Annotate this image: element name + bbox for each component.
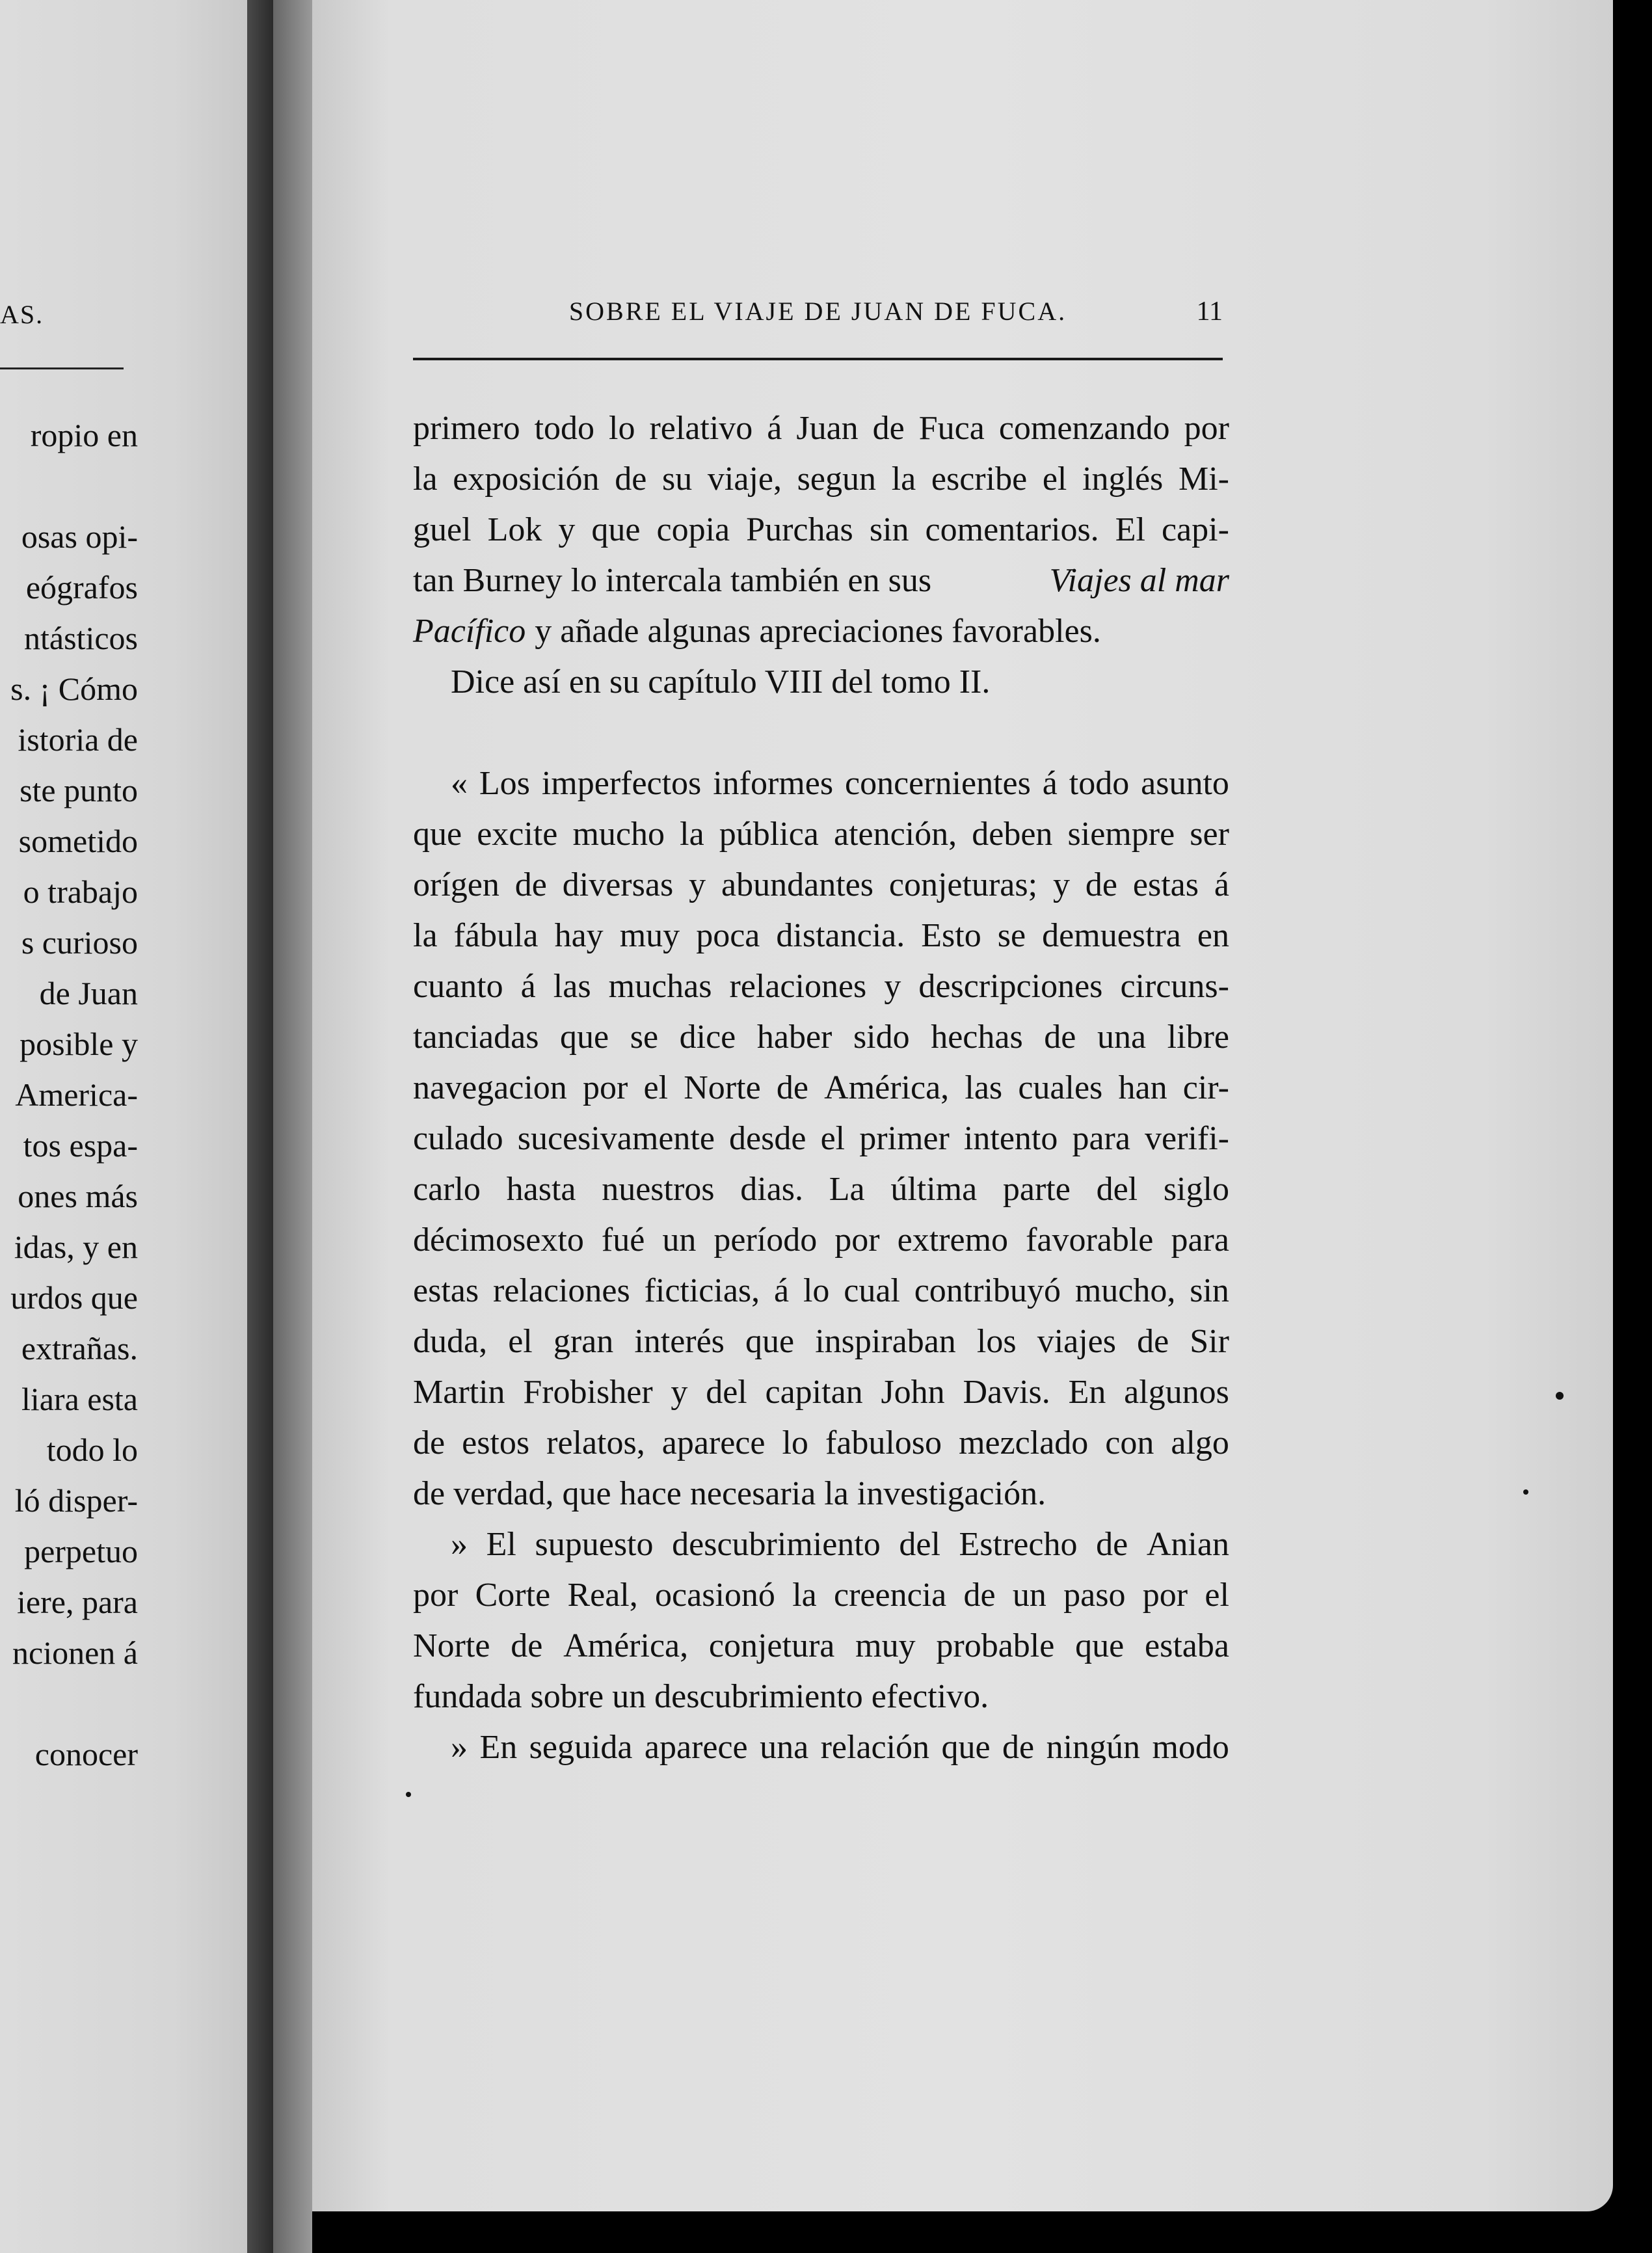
scan-speck — [1523, 1489, 1528, 1495]
text-line: » En seguida aparece una relación que de ningún modo — [451, 1729, 1229, 1766]
left-text-line: de Juan — [39, 975, 138, 1011]
text-line: estas relaciones ficticias, á lo cual contribuyó mucho, sin — [413, 1272, 1229, 1309]
left-text-line: extrañas. — [21, 1330, 138, 1366]
text-line: duda, el gran interés que inspiraban los viajes de Sir — [413, 1323, 1229, 1360]
text-line: orígen de diversas y abundantes conjeturas; y de estas á — [413, 866, 1229, 903]
text-line: por Corte Real, ocasionó la creencia de un paso por el — [413, 1577, 1229, 1614]
paragraph-gap — [413, 708, 1229, 758]
left-page-fragment — [0, 0, 247, 2253]
text-line: la fábula hay muy poca distancia. Esto se demuestra en — [413, 917, 1229, 954]
left-text-line: s. ¡ Cómo — [10, 671, 138, 707]
left-text-line: ones más — [18, 1178, 138, 1214]
text-line: carlo hasta nuestros dias. La última parte del siglo — [413, 1171, 1229, 1208]
left-text-line: tos espa- — [23, 1127, 138, 1164]
text-line-with-italic — [413, 555, 1229, 606]
scan-speck — [406, 1792, 411, 1797]
text-line: tanciadas que se dice haber sido hechas de una libre — [413, 1019, 1229, 1056]
text-segment: y añade algunas apreciaciones favorables. — [535, 613, 1101, 650]
left-text-line: perpetuo — [24, 1533, 138, 1569]
text-line: Dice así en su capítulo VIII del tomo II. — [451, 663, 991, 700]
text-line: primero todo lo relativo á Juan de Fuca comenzando por — [413, 410, 1229, 447]
text-line: la exposición de su viaje, segun la escribe el inglés Mi- — [413, 460, 1229, 498]
left-text-line: iere, para — [17, 1584, 138, 1620]
left-text-line: posible y — [20, 1026, 138, 1062]
right-scan-margin — [1613, 0, 1652, 2253]
left-text-line: s curioso — [21, 924, 138, 961]
left-text-line: todo lo — [46, 1432, 138, 1468]
left-text-line: ló disper- — [14, 1482, 138, 1519]
left-text-line: ntásticos — [24, 620, 138, 656]
page-number: 11 — [1196, 297, 1223, 327]
text-line: décimosexto fué un período por extremo favorable para — [413, 1221, 1229, 1259]
header-rule — [413, 358, 1223, 360]
left-text-line: conocer — [34, 1736, 138, 1772]
text-line: fundada sobre un descubrimiento efectivo. — [413, 1678, 989, 1715]
text-line: « Los imperfectos informes concernientes á todo asunto — [451, 765, 1229, 802]
page-header — [413, 296, 1223, 335]
left-text-line: urdos que — [10, 1279, 138, 1316]
left-text-line: ste punto — [20, 772, 138, 808]
scan-speck — [1556, 1392, 1564, 1400]
left-running-head: AS. — [0, 300, 44, 329]
text-line: Norte de América, conjetura muy probable que estaba — [413, 1627, 1229, 1664]
text-line: navegacion por el Norte de América, las cuales han cir- — [413, 1069, 1229, 1106]
italic-title: Pacífico — [413, 613, 526, 650]
left-page-text — [10, 410, 138, 1780]
text-line: culado sucesivamente desde el primer intento para verifi- — [413, 1120, 1229, 1157]
left-text-line: idas, y en — [14, 1229, 138, 1265]
left-text-line: sometido — [18, 823, 138, 859]
body-text — [413, 403, 1229, 1773]
text-line: que excite mucho la pública atención, deben siempre ser — [413, 816, 1229, 853]
left-text-line — [10, 1678, 138, 1729]
left-text-line: ncionen á — [12, 1634, 138, 1671]
text-line: Martin Frobisher y del capitan John Davis. En algunos — [413, 1374, 1229, 1411]
left-text-line — [10, 460, 138, 511]
text-segment: tan Burney lo intercala también en sus — [413, 562, 932, 599]
text-line: cuanto á las muchas relaciones y descripciones circuns- — [413, 968, 1229, 1005]
italic-title: Viajes al mar — [1049, 562, 1229, 599]
left-text-line: istoria de — [18, 721, 138, 758]
left-text-line: America- — [15, 1076, 138, 1113]
running-head: SOBRE EL VIAJE DE JUAN DE FUCA. — [568, 297, 1067, 326]
left-text-line: liara esta — [21, 1381, 138, 1417]
text-line: guel Lok y que copia Purchas sin comentarios. El capi- — [413, 511, 1229, 548]
left-text-line: ropio en — [30, 417, 138, 453]
text-line: » El supuesto descubrimiento del Estrecho de Anian — [451, 1526, 1229, 1563]
text-line: de verdad, que hace necesaria la investigación. — [413, 1475, 1046, 1512]
text-line-with-italic — [413, 606, 1229, 657]
page-edge-shadow — [273, 0, 312, 2253]
text-line: de estos relatos, aparece lo fabuloso mezclado con algo — [413, 1424, 1229, 1461]
left-text-line: osas opi- — [21, 518, 138, 555]
left-text-line: eógrafos — [25, 569, 138, 606]
left-text-line: o trabajo — [23, 873, 138, 910]
left-header-rule — [0, 367, 124, 369]
